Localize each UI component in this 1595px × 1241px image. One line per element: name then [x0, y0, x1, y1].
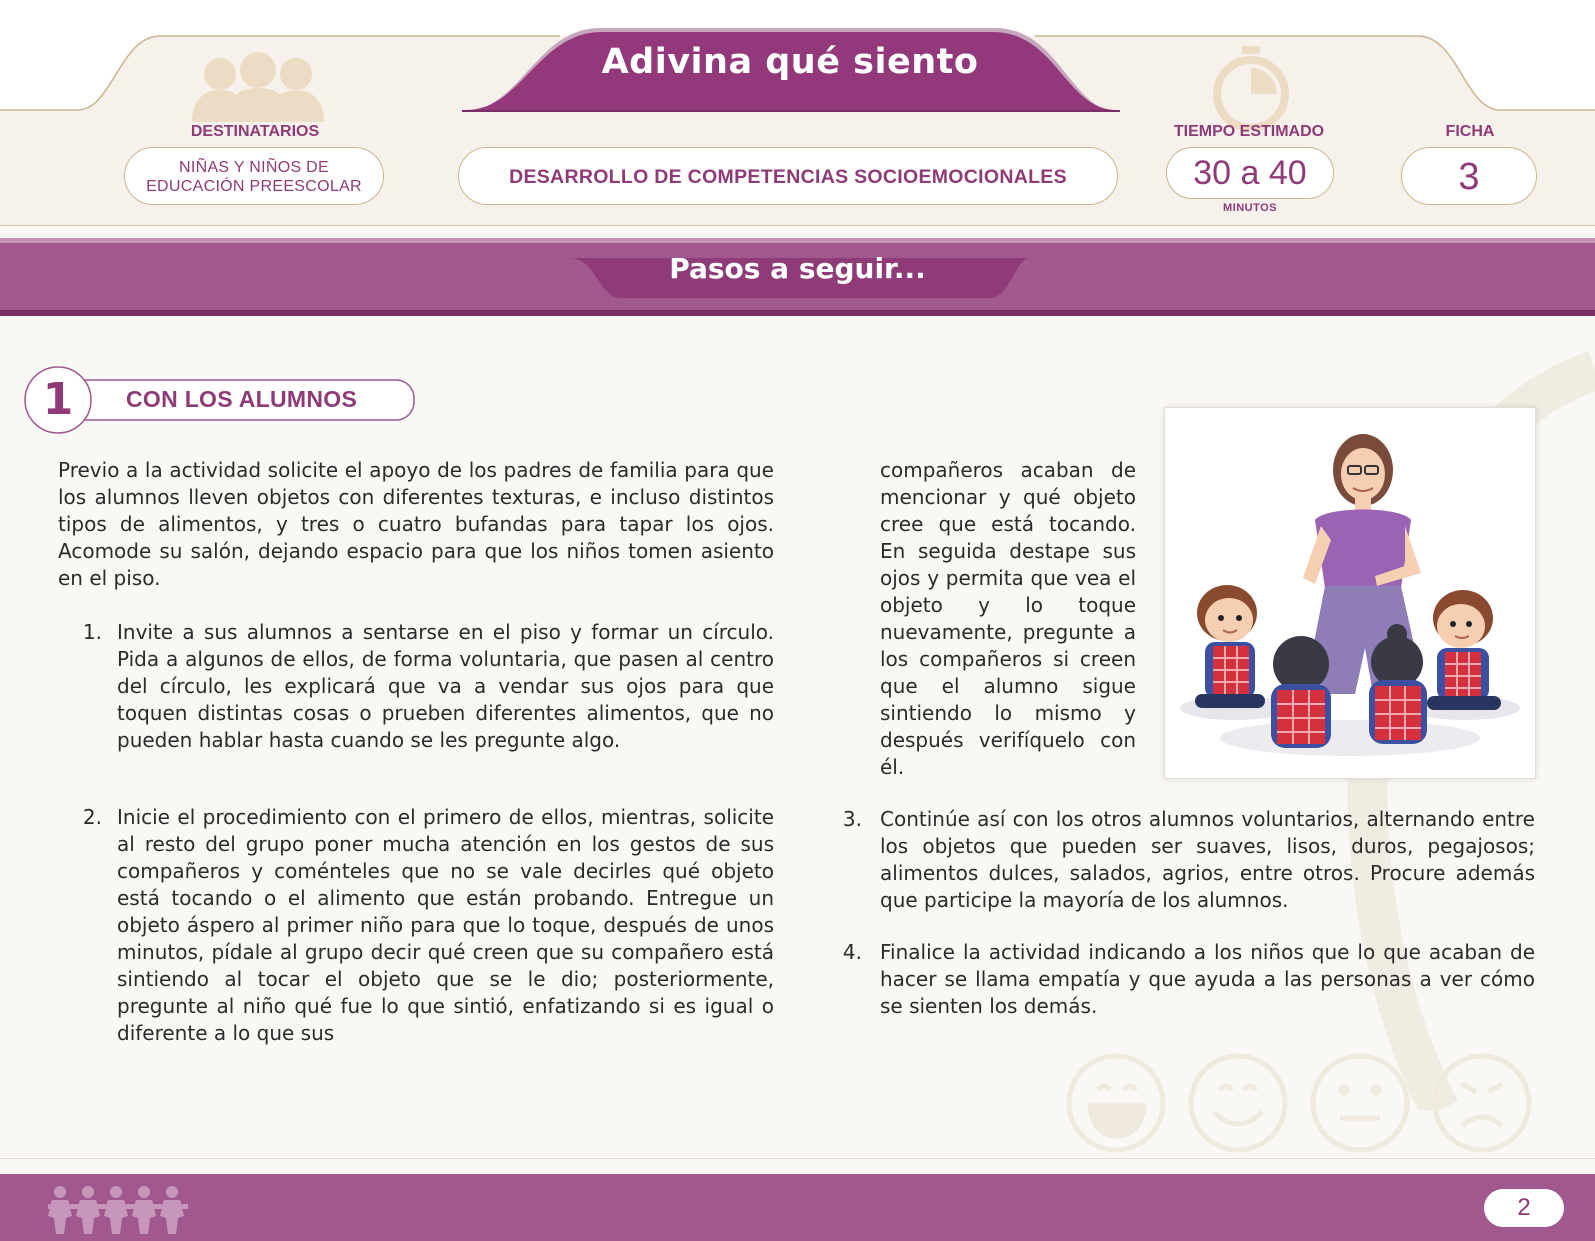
destinatarios-line-2: EDUCACIÓN PREESCOLAR [146, 178, 362, 195]
destinatarios-line-1: NIÑAS Y NIÑOS DE [178, 159, 330, 176]
page-title: Adivina qué siento [601, 42, 979, 82]
tiempo-field: 30 a 40 [1166, 147, 1334, 199]
list-item: Finalice la actividad indicando a los niños que lo que acaban de hacer se llama empatía y que ayuda a las personas a ver cómo se sienten los demás. [880, 940, 1535, 1018]
people-chain-icon [48, 1184, 193, 1234]
stopwatch-icon [1206, 44, 1296, 130]
smiling-face-icon [1191, 1056, 1285, 1150]
list-item: Continúe así con los otros alumnos voluntarios, alternando entre los objetos que pueden ser suaves, lisos, duros, pegajosos; alimentos dulces, salados, agrios, entre otros. Procure además que participe la mayoría de los alumnos. [880, 807, 1535, 912]
area-field: DESARROLLO DE COMPETENCIAS SOCIOEMOCIONALES [458, 147, 1118, 205]
page-number: 2 [1484, 1189, 1564, 1227]
footer-divider [0, 1158, 1595, 1159]
angry-face-icon [1435, 1056, 1529, 1150]
step-number: 1 [42, 374, 74, 425]
section-title: Pasos a seguir... [669, 252, 926, 285]
tiempo-label: TIEMPO ESTIMADO [1173, 123, 1325, 140]
list-item: Invite a sus alumnos a sentarse en el piso y formar un círculo. Pida a algunos de ellos, de forma voluntaria, que pasen al centro del círculo, les explicará que va a vendar sus ojos para que toquen distintas cosas o prueben diferentes alimentos, que no pueden hablar hasta cuando se les pregunte algo. [117, 620, 774, 752]
ficha-label: FICHA [1445, 123, 1495, 140]
neutral-face-icon [1313, 1056, 1407, 1150]
list-item-number: 3. [842, 807, 862, 831]
list-item-number: 4. [842, 940, 862, 964]
destinatarios-label: DESTINATARIOS [190, 123, 320, 140]
intro-paragraph: Previo a la actividad solicite el apoyo de los padres de familia para que los alumnos lleven objetos con diferentes texturas, e incluso distintos tipos de alimentos, y tres o cuatro bufandas para tapar los ojos. Acomode su salón, dejando espacio para que los niños tomen asiento en el piso. [58, 458, 774, 590]
people-group-icon [188, 50, 328, 122]
laughing-face-icon [1069, 1056, 1163, 1150]
emotion-faces-decoration [1062, 1048, 1542, 1158]
destinatarios-field [124, 147, 384, 205]
footer-band [0, 1174, 1595, 1241]
ficha-field: 3 [1401, 147, 1537, 205]
list-item-continuation: compañeros acaban de mencionar y qué objeto cree que está tocando. En seguida destape sus ojos y permita que vea el objeto y lo toque nuevamente, pregunte a los compañeros si creen que el alumno sigue sintiendo lo mismo y después verifíquelo con él. [880, 458, 1136, 779]
list-item-number: 1. [82, 620, 102, 644]
step-title: CON LOS ALUMNOS [126, 386, 358, 412]
teacher-children-illustration [1164, 407, 1536, 779]
list-item-number: 2. [82, 805, 102, 829]
tiempo-unit: MINUTOS [1222, 202, 1278, 214]
list-item: Inicie el procedimiento con el primero de ellos, mientras, solicite al resto del grupo poner mucha atención en los gestos de sus compañeros y coménteles que no se vale decirles qué objeto está tocando o el alimento que están probando. Entregue un objeto áspero al primer niño para que lo toque, después de unos minutos, pídale al grupo decir qué creen que su compañero está sintiendo al tocar el objeto que se le dio; posteriormente, pregunte al niño qué fue lo que sintió, enfatizando si es igual o diferente a lo que sus [117, 805, 774, 1045]
